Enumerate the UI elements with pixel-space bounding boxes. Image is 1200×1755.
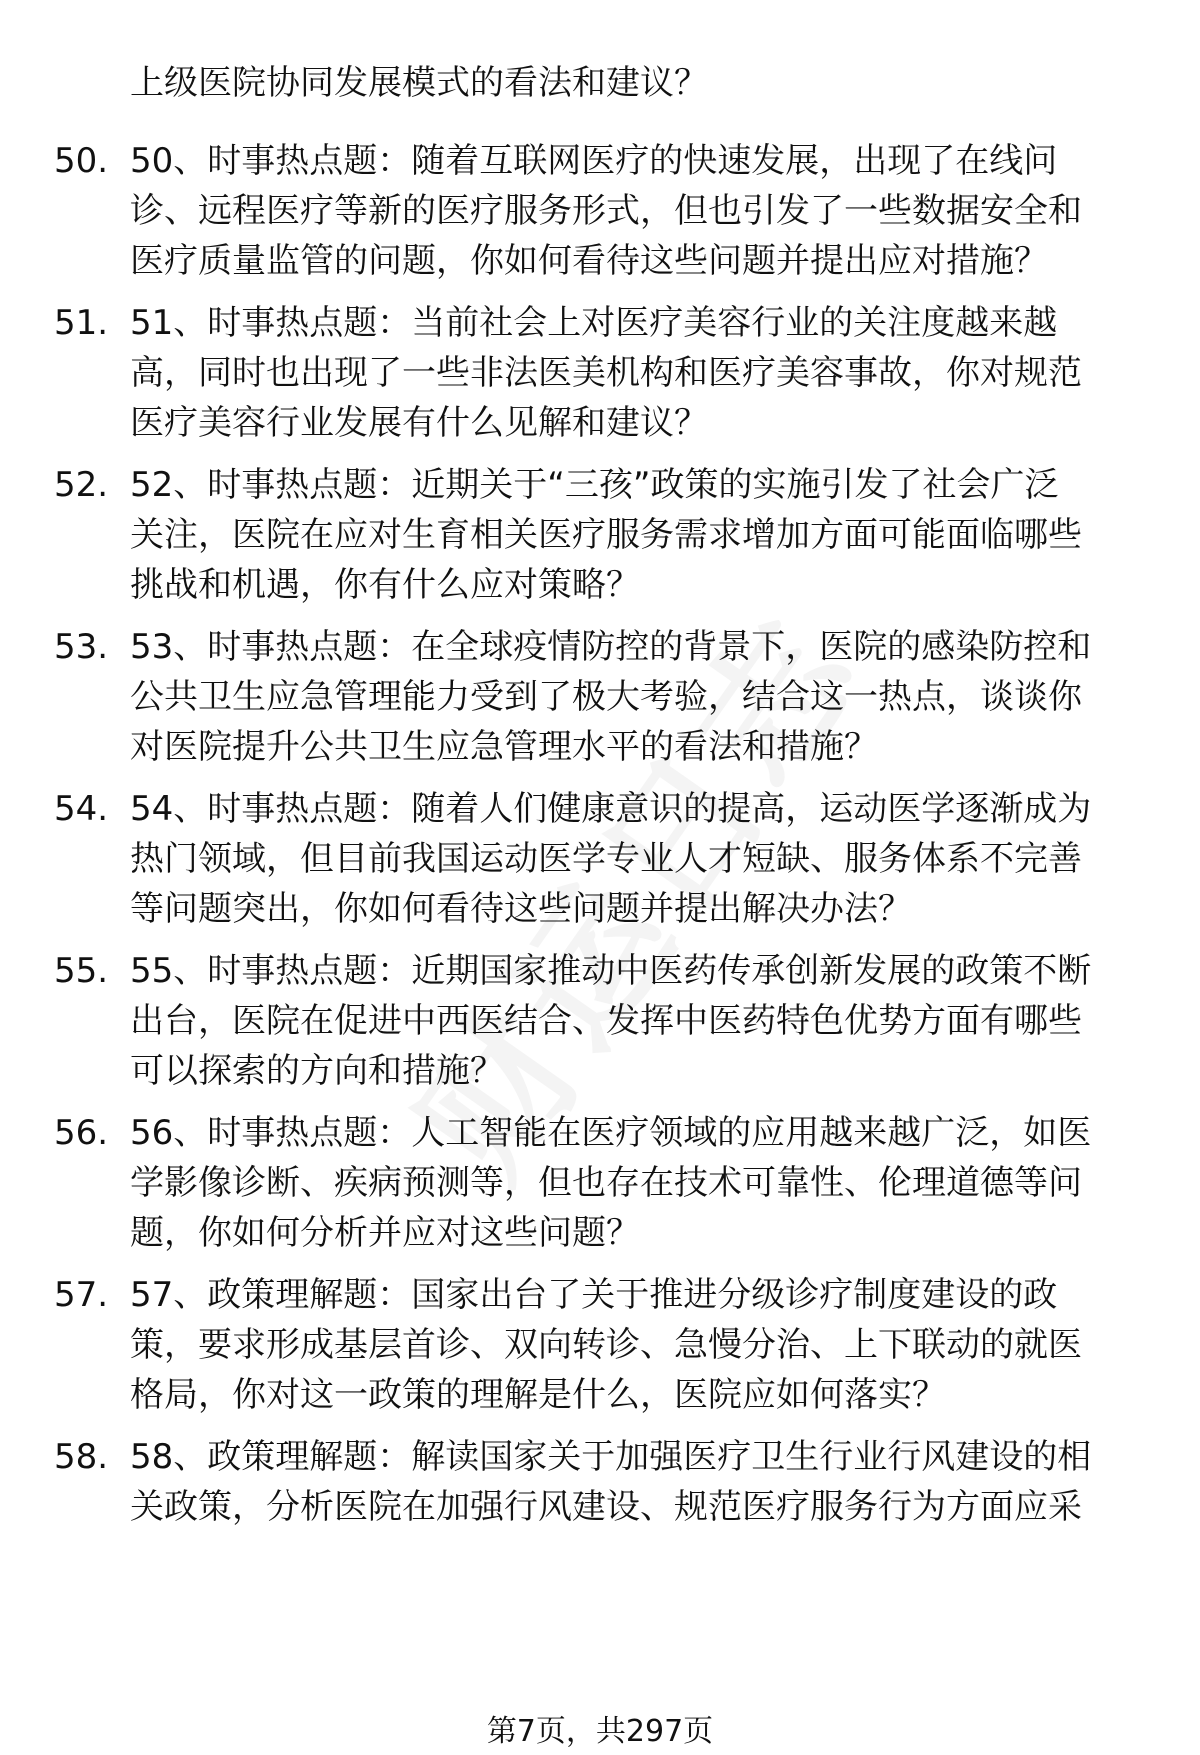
item-text	[130, 1270, 1140, 1420]
item-number: 55.	[54, 951, 109, 991]
item-text-line: 可以探索的方向和措施？	[130, 1051, 504, 1091]
item-text-line: 54、时事热点题：随着人们健康意识的提高，运动医学逐渐成为	[130, 789, 1092, 829]
item-text-line: 挑战和机遇，你有什么应对策略？	[130, 565, 640, 605]
item-text-line: 50、时事热点题：随着互联网医疗的快速发展，出现了在线问	[130, 141, 1058, 181]
item-text	[130, 460, 1140, 610]
item-number: 57.	[54, 1275, 109, 1315]
item-text-line: 等问题突出，你如何看待这些问题并提出解决办法？	[130, 889, 912, 929]
item-text-line: 58、政策理解题：解读国家关于加强医疗卫生行业行风建设的相	[130, 1437, 1092, 1477]
item-text-line: 关注，医院在应对生育相关医疗服务需求增加方面可能面临哪些	[130, 515, 1082, 555]
item-text-line: 策，要求形成基层首诊、双向转诊、急慢分治、上下联动的就医	[130, 1325, 1082, 1365]
page-footer: 第7页，共297页	[486, 1714, 714, 1749]
item-text-line: 医疗美容行业发展有什么见解和建议？	[130, 403, 708, 443]
item-text	[130, 1432, 1140, 1532]
item-text-line: 51、时事热点题：当前社会上对医疗美容行业的关注度越来越	[130, 303, 1058, 343]
item-text	[130, 622, 1140, 772]
item-number: 53.	[54, 627, 109, 667]
item-number: 50.	[54, 141, 109, 181]
item-text-line: 高，同时也出现了一些非法医美机构和医疗美容事故，你对规范	[130, 353, 1082, 393]
item-text-line: 56、时事热点题：人工智能在医疗领域的应用越来越广泛，如医	[130, 1113, 1092, 1153]
continuation-text: 上级医院协同发展模式的看法和建议？	[130, 63, 708, 103]
item-text-line: 医疗质量监管的问题，你如何看待这些问题并提出应对措施？	[130, 241, 1048, 281]
item-text-line: 格局，你对这一政策的理解是什么，医院应如何落实？	[130, 1375, 946, 1415]
item-text-line: 53、时事热点题：在全球疫情防控的背景下，医院的感染防控和	[130, 627, 1092, 667]
item-text-line: 出台，医院在促进中西医结合、发挥中医药特色优势方面有哪些	[130, 1001, 1082, 1041]
item-text	[130, 136, 1140, 286]
item-text-line: 公共卫生应急管理能力受到了极大考验，结合这一热点，谈谈你	[130, 677, 1082, 717]
item-number: 58.	[54, 1437, 109, 1477]
item-text-line: 55、时事热点题：近期国家推动中医药传承创新发展的政策不断	[130, 951, 1092, 991]
item-number: 52.	[54, 465, 109, 505]
item-text	[130, 784, 1140, 934]
item-number: 56.	[54, 1113, 109, 1153]
item-text	[130, 1108, 1140, 1258]
item-text-line: 57、政策理解题：国家出台了关于推进分级诊疗制度建设的政	[130, 1275, 1058, 1315]
item-text-line: 学影像诊断、疾病预测等，但也存在技术可靠性、伦理道德等问	[130, 1163, 1082, 1203]
item-text-line: 诊、远程医疗等新的医疗服务形式，但也引发了一些数据安全和	[130, 191, 1082, 231]
item-text-line: 52、时事热点题：近期关于“三孩”政策的实施引发了社会广泛	[130, 465, 1059, 505]
item-text-line: 题，你如何分析并应对这些问题？	[130, 1213, 640, 1253]
item-number: 51.	[54, 303, 109, 343]
item-text-line: 对医院提升公共卫生应急管理水平的看法和措施？	[130, 727, 878, 767]
item-text-line: 关政策，分析医院在加强行风建设、规范医疗服务行为方面应采	[130, 1487, 1082, 1527]
item-text	[130, 298, 1140, 448]
item-text-line: 热门领域，但目前我国运动医学专业人才短缺、服务体系不完善	[130, 839, 1082, 879]
item-text	[130, 946, 1140, 1096]
item-number: 54.	[54, 789, 109, 829]
